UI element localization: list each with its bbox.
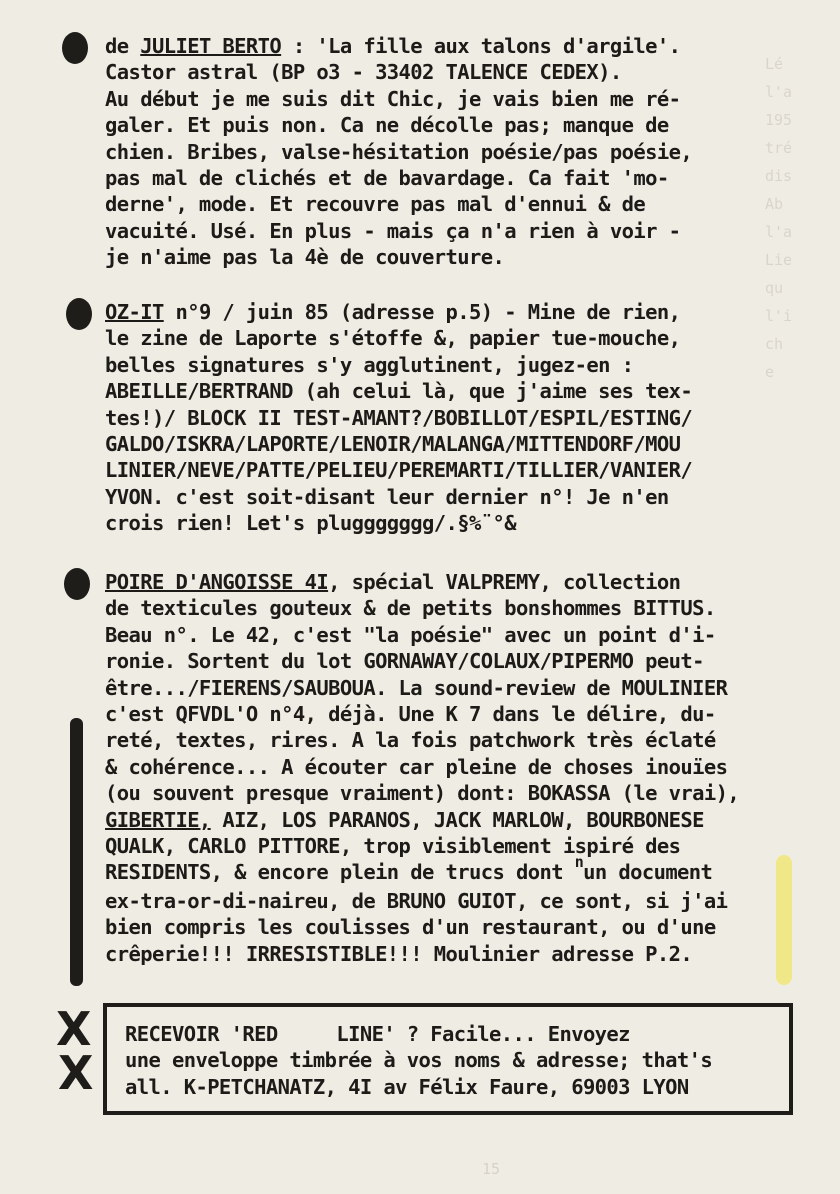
bullet-dot-3	[64, 568, 90, 600]
bullet-dot-1	[62, 32, 88, 64]
box-line: all. K-PETCHANATZ, 4I av Félix Faure, 69003 LYON	[125, 1074, 689, 1099]
margin-x-mark-1: X	[56, 1002, 92, 1056]
box-line: RECEVOIR 'RED LINE' ? Facile... Envoyez	[125, 1022, 630, 1046]
review-line	[105, 853, 805, 887]
review-line: vacuité. Usé. En plus - mais ça n'a rien à voir -	[105, 218, 681, 243]
review-text: n°9 / juin 85 (adresse p.5) - Mine de rien,	[163, 300, 681, 324]
review-title: OZ-IT	[105, 300, 164, 324]
review-title: POIRE D'ANGOISSE 4I	[105, 570, 329, 594]
review-line: de texticules gouteux & de petits bonshommes BITTUS.	[105, 596, 716, 621]
subscription-box	[103, 1003, 793, 1115]
review-line: belles signatures s'y agglutinent, jugez-en :	[105, 352, 634, 377]
review-line: Au début je me suis dit Chic, je vais bien me ré-	[105, 86, 681, 111]
review-line: YVON. c'est soit-disant leur dernier n°! Je n'en	[105, 484, 669, 509]
review-line: Beau n°. Le 42, c'est "la poésie" avec un point d'i-	[105, 622, 716, 647]
review-line: & cohérence... A écouter car pleine de choses inouïes	[105, 754, 728, 779]
margin-x-mark-2: X	[58, 1046, 94, 1100]
review-text: : 'La fille aux talons d'argile'.	[281, 34, 681, 58]
review-line: QUALK, CARLO PITTORE, trop visiblement ispiré des	[105, 834, 681, 859]
review-line: LINIER/NEVE/PATTE/PELIEU/PEREMARTI/TILLIER/VANIER/	[105, 458, 693, 483]
review-line: le zine de Laporte s'étoffe &, papier tue-mouche,	[105, 326, 681, 351]
review-line: bien compris les coulisses d'un restaurant, ou d'une	[105, 915, 716, 940]
review-title: JULIET BERTO	[140, 34, 282, 58]
review-line: chien. Bribes, valse-hésitation poésie/pas poésie,	[105, 139, 693, 164]
review-line: galer. Et puis non. Ca ne décolle pas; manque de	[105, 113, 669, 138]
review-line: être.../FIERENS/SAUBOUA. La sound-review de MOULINIER	[105, 675, 728, 700]
yellow-highlighter-mark	[776, 855, 792, 985]
review-line: crêperie!!! IRRESISTIBLE!!! Moulinier adresse P.2.	[105, 941, 693, 966]
box-line: une enveloppe timbrée à vos noms & adresse; that's	[125, 1048, 713, 1073]
superscript-correction: n	[574, 853, 584, 872]
review-line: reté, textes, rires. A la fois patchwork très éclaté	[105, 728, 716, 753]
review-line: derne', mode. Et recouvre pas mal d'ennui & de	[105, 192, 646, 217]
review-text: AIZ, LOS PARANOS, JACK MARLOW, BOURBONESE	[210, 807, 704, 832]
page-number: 15	[482, 1160, 501, 1178]
review-line	[105, 807, 805, 833]
review-line	[105, 33, 805, 59]
bleed-through-text: Lé l'a 195 tré dis Ab l'a Lie qu l'i ch e	[765, 55, 793, 381]
bullet-dot-2	[66, 298, 92, 330]
review-text: un document	[583, 860, 713, 885]
review-line: Castor astral (BP o3 - 33402 TALENCE CEDEX).	[105, 60, 622, 85]
review-line: je n'aime pas la 4è de couverture.	[105, 245, 505, 270]
review-text: , spécial VALPREMY, collection	[328, 570, 681, 594]
review-line: tes!)/ BLOCK II TEST-AMANT?/BOBILLOT/ESPIL/ESTING/	[105, 405, 693, 430]
review-line	[105, 299, 805, 325]
review-text: RESIDENTS, & encore plein de trucs dont	[105, 860, 575, 885]
review-oz-it	[105, 299, 805, 537]
review-line: (ou souvent presque vraiment) dont: BOKASSA (le vrai),	[105, 781, 740, 806]
review-line: ronie. Sortent du lot GORNAWAY/COLAUX/PIPERMO peut-	[105, 649, 704, 674]
margin-bar	[70, 718, 83, 986]
review-line: c'est QFVDL'O n°4, déjà. Une K 7 dans le délire, du-	[105, 702, 716, 727]
review-line: GALDO/ISKRA/LAPORTE/LENOIR/MALANGA/MITTENDORF/MOU	[105, 432, 681, 457]
review-line: crois rien! Let's pluggggggg/.§%¨°&	[105, 511, 516, 536]
review-poire-dangoisse	[105, 569, 805, 967]
review-line: ABEILLE/BERTRAND (ah celui là, que j'aime ses tex-	[105, 379, 693, 404]
review-line	[105, 569, 805, 595]
review-line: ex-tra-or-di-naireu, de BRUNO GUIOT, ce sont, si j'ai	[105, 888, 728, 913]
review-text: de	[105, 34, 141, 58]
review-title: GIBERTIE,	[105, 807, 211, 832]
review-line: pas mal de clichés et de bavardage. Ca fait 'mo-	[105, 166, 669, 191]
review-juliet-berto	[105, 33, 805, 271]
